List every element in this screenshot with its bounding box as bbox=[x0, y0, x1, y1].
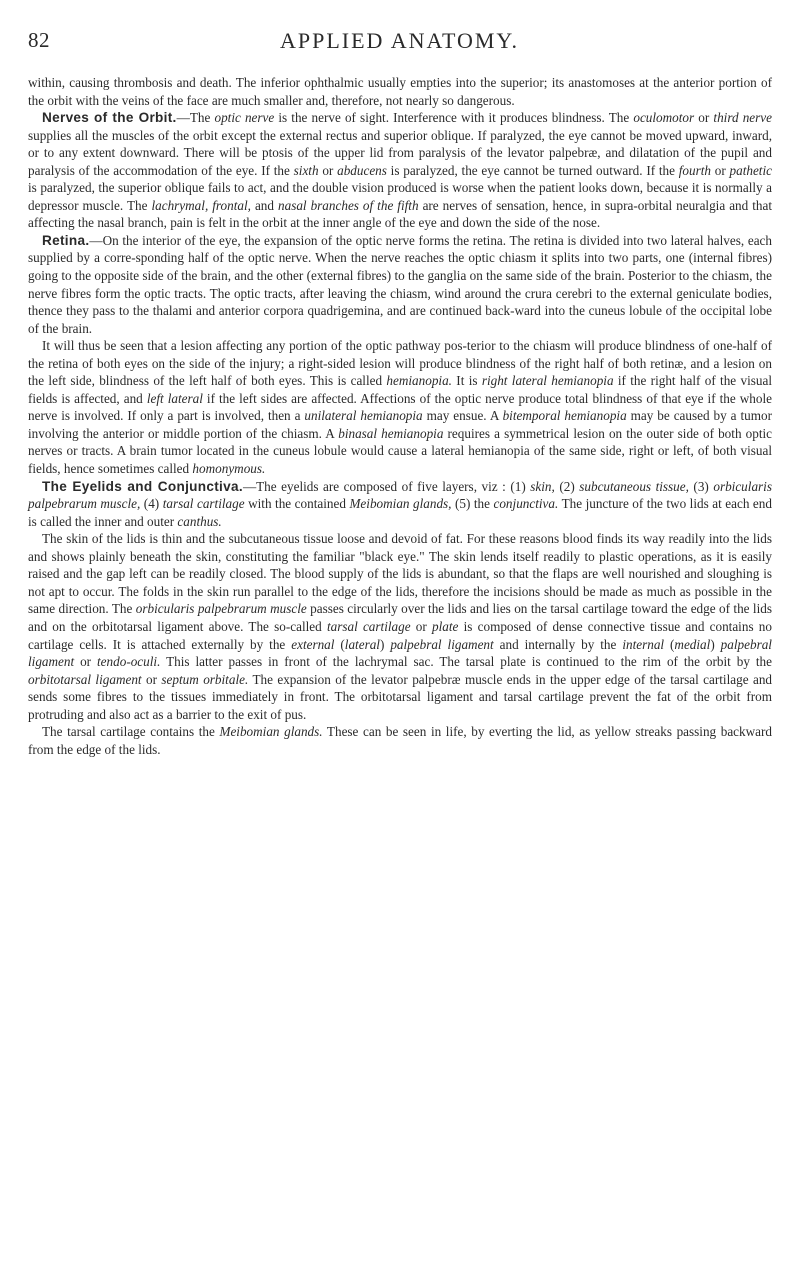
text-run: This latter passes in front of the lachrymal sac. The tarsal plate is continued to the rim of the orbit by the bbox=[160, 654, 772, 670]
page-number: 82 bbox=[28, 28, 50, 52]
paragraph bbox=[28, 74, 772, 109]
text-run: It is bbox=[451, 373, 482, 389]
italic-term: Meibomian glands, bbox=[349, 496, 452, 512]
italic-term: external bbox=[291, 636, 335, 652]
italic-term: tendo-oculi. bbox=[97, 654, 161, 670]
italic-term: orbicularis palpebrarum muscle bbox=[135, 601, 307, 617]
text-run: are nerves of sensation, hence, in supra-orbital neuralgia and that affecting the nasal branch, pain is felt in the orbit at the inner angle of the eye and down the side of the nose. bbox=[28, 197, 773, 231]
italic-term: tarsal cartilage bbox=[162, 496, 245, 512]
paragraph bbox=[28, 109, 772, 232]
paragraph bbox=[28, 723, 772, 758]
italic-term: lateral bbox=[344, 636, 380, 652]
text-run: or bbox=[410, 618, 433, 634]
text-run: may ensue. A bbox=[422, 408, 503, 424]
section-heading: Nerves of the Orbit. bbox=[42, 110, 177, 126]
section-heading: Retina. bbox=[42, 232, 90, 248]
text-run: may be caused by a tumor involving the anterior or middle portion of the chiasm. A bbox=[28, 408, 772, 441]
italic-term: third nerve bbox=[713, 110, 772, 126]
text-run: and internally by the bbox=[493, 636, 623, 652]
text-run: is paralyzed, the eye cannot be turned outward. If the bbox=[386, 162, 679, 178]
italic-term: Meibomian glands. bbox=[219, 724, 323, 740]
italic-term: abducens bbox=[337, 162, 387, 178]
text-run: The skin of the lids is thin and the subcutaneous tissue loose and devoid of fat. For these reasons blood finds its way readily into the lids and shows plainly beneath the skin, constituting the familiar "black eye." The skin lends itself readily to plastic operations, as it is easily raised and the gap left can be readily closed. The blood supply of the lids is abundant, so that the flaps are well nourished and sloughing is not apt to occur. The folds in the skin run parallel to the edge of the lids, therefore the incisions should be made as much as possible in the same direction. The bbox=[28, 531, 772, 617]
paragraph bbox=[28, 530, 772, 723]
body-text bbox=[28, 74, 772, 758]
text-run: is the nerve of sight. Interference with it produces blindness. The bbox=[274, 110, 634, 126]
text-run: is composed of dense connective tissue and contains no cartilage cells. It is attached externally by the bbox=[28, 618, 772, 652]
text-run: and bbox=[250, 197, 278, 213]
text-run: if the right half of the visual fields is affected, and bbox=[28, 373, 772, 406]
italic-term: oculomotor bbox=[633, 110, 695, 126]
text-run: —On the interior of the eye, the expansion of the optic nerve forms the retina. The retina is divided into two lateral halves, each supplied by a corre-sponding half of the optic nerve. When the nerve reaches the optic chiasm it splits into two parts, one (internal fibres) going to the opposite side of the brain, and the other (external fibres) to the ganglia on the same side of the brain. Posterior to the chiasm, the nerve fibres form the optic tracts. The optic tracts, after leaving the chiasm, wind around the crura cerebri to the external geniculate bodies, thence they pass to the thalami and anterior corpora quadrigemina, and are continued back-ward into the cuneus lobule of the occipital lobe of the brain. bbox=[28, 232, 772, 336]
italic-term: palpebral ligament bbox=[390, 636, 494, 652]
text-run: ) bbox=[710, 636, 721, 652]
text-run: It will thus be seen that a lesion affecting any portion of the optic pathway pos-terior to the chiasm will produce blindness of one-half of the retina of both eyes on the side of the injury; a right-sided lesion will produce blindness of the right half of both retinæ, and a lesion on the left side, blindness of the left half of both eyes. This is called bbox=[28, 338, 772, 389]
text-run: or bbox=[74, 654, 98, 670]
running-head: APPLIED ANATOMY. bbox=[279, 28, 519, 53]
text-run: (3) bbox=[688, 478, 714, 494]
italic-term: unilateral hemianopia bbox=[304, 408, 423, 424]
italic-term: nasal branches of the fifth bbox=[278, 197, 419, 213]
italic-term: internal bbox=[622, 636, 665, 652]
text-run: —The bbox=[176, 110, 215, 126]
italic-term: bitemporal hemianopia bbox=[502, 408, 627, 424]
text-run: requires a symmetrical lesion on the outer side of both optic nerves or tracts. A brain tumor located in the cuneus lobule would cause a lateral hemianopia of the same side, right or left, of both visual fields, hence sometimes called bbox=[28, 425, 773, 477]
text-run: The juncture of the two lids at each end is called the inner and outer bbox=[28, 496, 772, 529]
italic-term: plate bbox=[432, 618, 459, 634]
italic-term: subcutaneous tissue, bbox=[579, 478, 689, 494]
italic-term: orbicularis palpebrarum muscle, bbox=[28, 478, 772, 512]
text-run: —The eyelids are composed of five layers, viz : (1) bbox=[242, 478, 531, 494]
section-heading: The Eyelids and Conjunctiva. bbox=[42, 478, 243, 494]
paragraph bbox=[28, 478, 772, 531]
text-run: (5) the bbox=[451, 496, 494, 512]
text-run: supplies all the muscles of the orbit except the external rectus and superior oblique. If paralyzed, the eye cannot be moved upward, inward, or to any extent downward. There will be ptosis of the upper lid from paralysis of the levator palpebræ, and dilatation of the pupil and paralysis of the accommodation of the eye. If the bbox=[28, 127, 772, 178]
text-run: or bbox=[710, 162, 730, 178]
italic-term: right lateral hemianopia bbox=[481, 373, 614, 389]
page-header bbox=[28, 28, 771, 62]
italic-term: palpebral ligament bbox=[28, 636, 772, 670]
italic-term: skin, bbox=[530, 478, 555, 494]
text-run: or bbox=[694, 110, 714, 126]
text-run: These can be seen in life, by everting the lid, as yellow streaks passing backward from the edge of the lids. bbox=[28, 724, 772, 757]
text-run: within, causing thrombosis and death. The inferior ophthalmic usually empties into the superior; its anastomoses at the anterior portion of the orbit with the veins of the face are much smaller and, therefore, not nearly so dangerous. bbox=[28, 75, 772, 108]
italic-term: fourth bbox=[678, 162, 711, 178]
text-run: with the contained bbox=[244, 496, 350, 512]
paragraph bbox=[28, 337, 772, 477]
italic-term: tarsal cartilage bbox=[326, 618, 411, 634]
paragraph bbox=[28, 232, 772, 337]
italic-term: canthus. bbox=[177, 513, 222, 529]
italic-term: septum orbitale. bbox=[161, 671, 249, 687]
italic-term: hemianopia. bbox=[386, 373, 452, 389]
text-run: (4) bbox=[140, 496, 163, 512]
text-run: passes circularly over the lids and lies on the tarsal cartilage toward the edge of the lids and on the orbitotarsal ligament above. The so-called bbox=[28, 601, 772, 634]
text-run: if the left sides are affected. Affections of the optic nerve produce total blindness of that eye if the whole nerve is involved. If only a part is involved, then a bbox=[28, 390, 773, 424]
text-run: The tarsal cartilage contains the bbox=[42, 724, 220, 740]
italic-term: conjunctiva. bbox=[493, 496, 559, 512]
italic-term: homonymous. bbox=[192, 461, 266, 477]
text-run: ( bbox=[334, 636, 345, 652]
text-run: (2) bbox=[554, 478, 580, 494]
italic-term: optic nerve bbox=[214, 110, 275, 126]
text-run: The expansion of the levator palpebræ muscle ends in the upper edge of the tarsal cartilage and sends some fibres to the tissues immediately in front. The orbitotarsal ligament and tarsal cartilage prevent the fat of the orbit from protruding and also act as a barrier to the exit of pus. bbox=[28, 671, 773, 722]
text-run: ( bbox=[664, 636, 675, 652]
text-run: ) bbox=[379, 636, 391, 652]
italic-term: binasal hemianopia bbox=[338, 425, 444, 441]
italic-term: sixth bbox=[293, 162, 319, 178]
text-run: is paralyzed, the superior oblique fails to act, and the double vision produced is worse when the patient looks down, because it is normally a depressor muscle. The bbox=[28, 180, 772, 213]
italic-term: orbitotarsal ligament bbox=[28, 671, 142, 687]
italic-term: left lateral bbox=[146, 390, 203, 406]
text-run: or bbox=[141, 671, 162, 687]
italic-term: lachrymal, frontal, bbox=[151, 197, 251, 213]
text-run: or bbox=[318, 162, 338, 178]
italic-term: medial bbox=[674, 636, 711, 652]
italic-term: pathetic bbox=[729, 162, 772, 178]
